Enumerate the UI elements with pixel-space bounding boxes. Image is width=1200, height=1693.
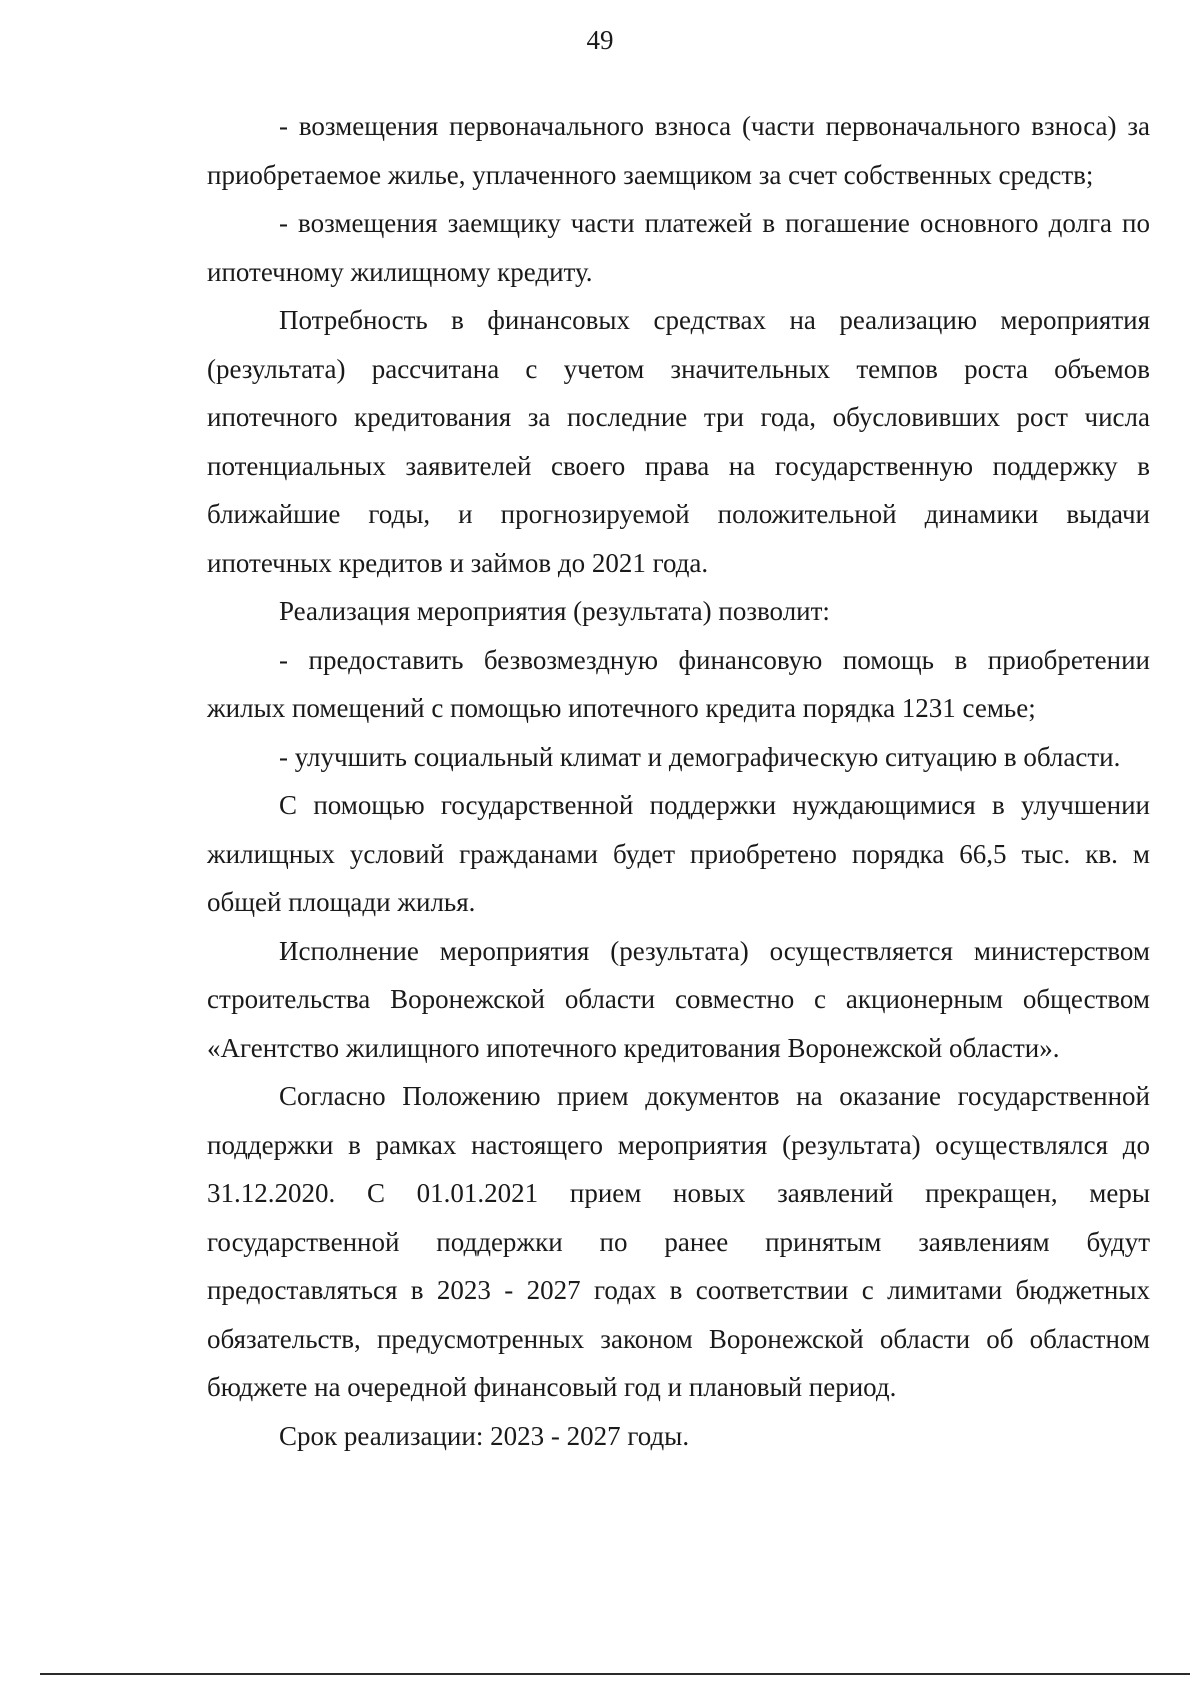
document-body — [207, 102, 1150, 1460]
paragraph-executor: Исполнение мероприятия (результата) осуществляется министерством строительства Воронежской области совместно с акционерным обществом «Агентство жилищного ипотечного кредитования Воронежской области». — [207, 935, 1150, 1063]
bottom-divider — [40, 1673, 1190, 1675]
paragraph-implementation-period: Срок реализации: 2023 - 2027 годы. — [279, 1420, 690, 1451]
paragraph-reimbursement-principal: - возмещения заемщику части платежей в погашение основного долга по ипотечному жилищному кредиту. — [207, 208, 1150, 287]
paragraph-social-climate: - улучшить социальный климат и демографическую ситуацию в области. — [279, 741, 1121, 772]
paragraph-reimbursement-down-payment: - возмещения первоначального взноса (части первоначального взноса) за приобретаемое жилье, уплаченного заемщиком за счет собственных средств; — [207, 111, 1150, 190]
paragraph-housing-area: С помощью государственной поддержки нуждающимися в улучшении жилищных условий гражданами будет приобретено порядка 66,5 тыс. кв. м общей площади жилья. — [207, 790, 1150, 917]
page-number: 49 — [586, 25, 614, 55]
paragraph-application-deadline: Согласно Положению прием документов на оказание государственной поддержки в рамках настоящего мероприятия (результата) осуществлялся до 31.12.2020. С 01.01.2021 прием новых заявлений прекращен, меры государственной поддержки по ранее принятым заявлениям будут предоставляться в 2023 - 2027 годах в соответствии с лимитами бюджетных обязательств, предусмотренных законом Воронежской области об областном бюджете на очередной финансовый год и плановый период. — [207, 1081, 1150, 1402]
paragraph-funding-need: Потребность в финансовых средствах на реализацию мероприятия (результата) рассчитана с учетом значительных темпов роста объемов ипотечного кредитования за последние три года, обусловивших рост числа потенциальных заявителей своего права на государственную поддержку в ближайшие годы, и прогнозируемой положительной динамики выдачи ипотечных кредитов и займов до 2021 года. — [207, 305, 1150, 578]
paragraph-implementation-allows: Реализация мероприятия (результата) позволит: — [279, 596, 830, 626]
paragraph-financial-help: - предоставить безвозмездную финансовую помощь в приобретении жилых помещений с помощью ипотечного кредита порядка 1231 семье; — [207, 644, 1150, 723]
